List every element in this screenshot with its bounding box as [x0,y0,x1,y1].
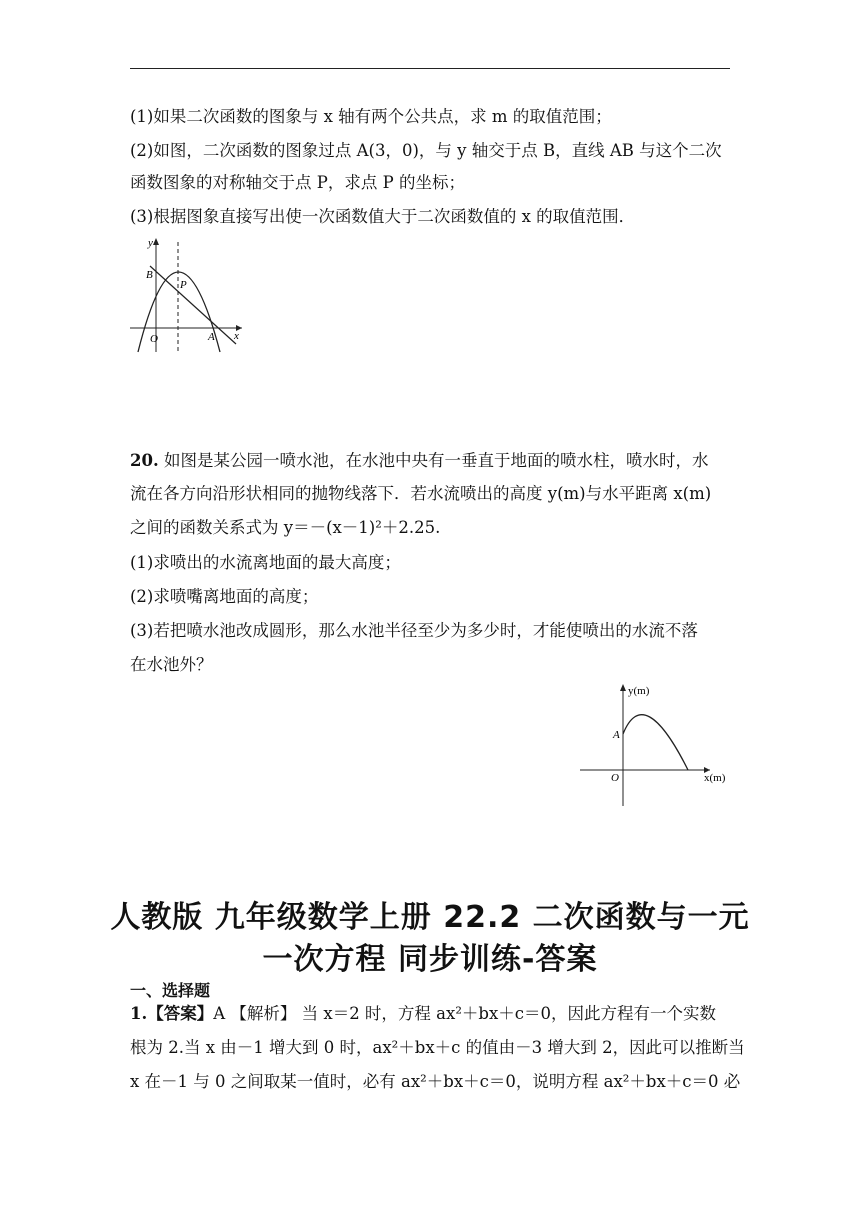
answer1-line1 [130,1003,740,1025]
q20-number: 20. [130,451,159,470]
q20-part3-line2: 在水池外？ [130,655,213,674]
q19-label-a: A [208,331,215,343]
q19-part2-line1: (2)如图，二次函数的图象过点 A(3，0)，与 y 轴交于点 B，直线 AB 与这个二次 [130,141,722,160]
q20-label-x: x(m) [704,772,726,784]
q19-figure [120,232,250,362]
answer1-line2: 根为 2.当 x 由－1 增大到 0 时，ax²＋bx＋c 的值由－3 增大到 2，因此可以推断当 [130,1038,745,1057]
header-rule [130,68,730,69]
q20-stem-line3: 之间的函数关系式为 y＝－(x－1)²＋2.25. [130,518,441,537]
answer-title-line2: 一次方程 同步训练-答案 [262,942,598,977]
q20-label-a: A [613,729,620,741]
q20-figure [576,680,736,810]
q19-line-ab [150,266,236,344]
answer1-line3: x 在－1 与 0 之间取某一值时，必有 ax²＋bx＋c＝0，说明方程 ax²＋bx＋c＝0 必 [130,1072,741,1091]
q20-label-y: y(m) [628,685,650,697]
q19-label-o: O [150,333,158,345]
arrow-icon [153,238,159,245]
answer-title-line1: 人教版 九年级数学上册 22.2 二次函数与一元 [110,900,750,935]
q19-part3: (3)根据图象直接写出使一次函数值大于二次函数值的 x 的取值范围． [130,207,636,226]
q19-part2-line2: 函数图象的对称轴交于点 P，求点 P 的坐标； [130,173,465,192]
section-heading: 一、选择题 [130,981,211,1000]
q19-label-y: y [148,237,153,249]
answer1-number: 1. [130,1004,148,1023]
q20-part1: (1)求喷出的水流离地面的最大高度； [130,553,401,572]
q19-label-b: B [146,269,153,281]
q19-label-p: P [180,279,187,291]
arrow-icon [620,684,626,691]
answer1-tag: 【答案】 [147,1004,214,1023]
answer1-text: A 【解析】 当 x＝2 时，方程 ax²＋bx＋c＝0，因此方程有一个实数 [213,1004,717,1023]
q19-part1: (1)如果二次函数的图象与 x 轴有两个公共点，求 m 的取值范围； [130,107,612,126]
q20-parabola [623,715,688,770]
q20-stem-text: 如图是某公园一喷水池，在水池中央有一垂直于地面的喷水柱，喷水时，水 [163,451,709,470]
q20-label-o: O [611,772,619,784]
q19-label-x: x [234,330,239,342]
q20-part3-line1: (3)若把喷水池改成圆形，那么水池半径至少为多少时，才能使喷出的水流不落 [130,621,698,640]
q20-stem-line2: 流在各方向沿形状相同的抛物线落下．若水流喷出的高度 y(m)与水平距离 x(m) [130,484,712,503]
q20-part2: (2)求喷嘴离地面的高度； [130,587,319,606]
q20-stem-line1 [130,450,740,472]
